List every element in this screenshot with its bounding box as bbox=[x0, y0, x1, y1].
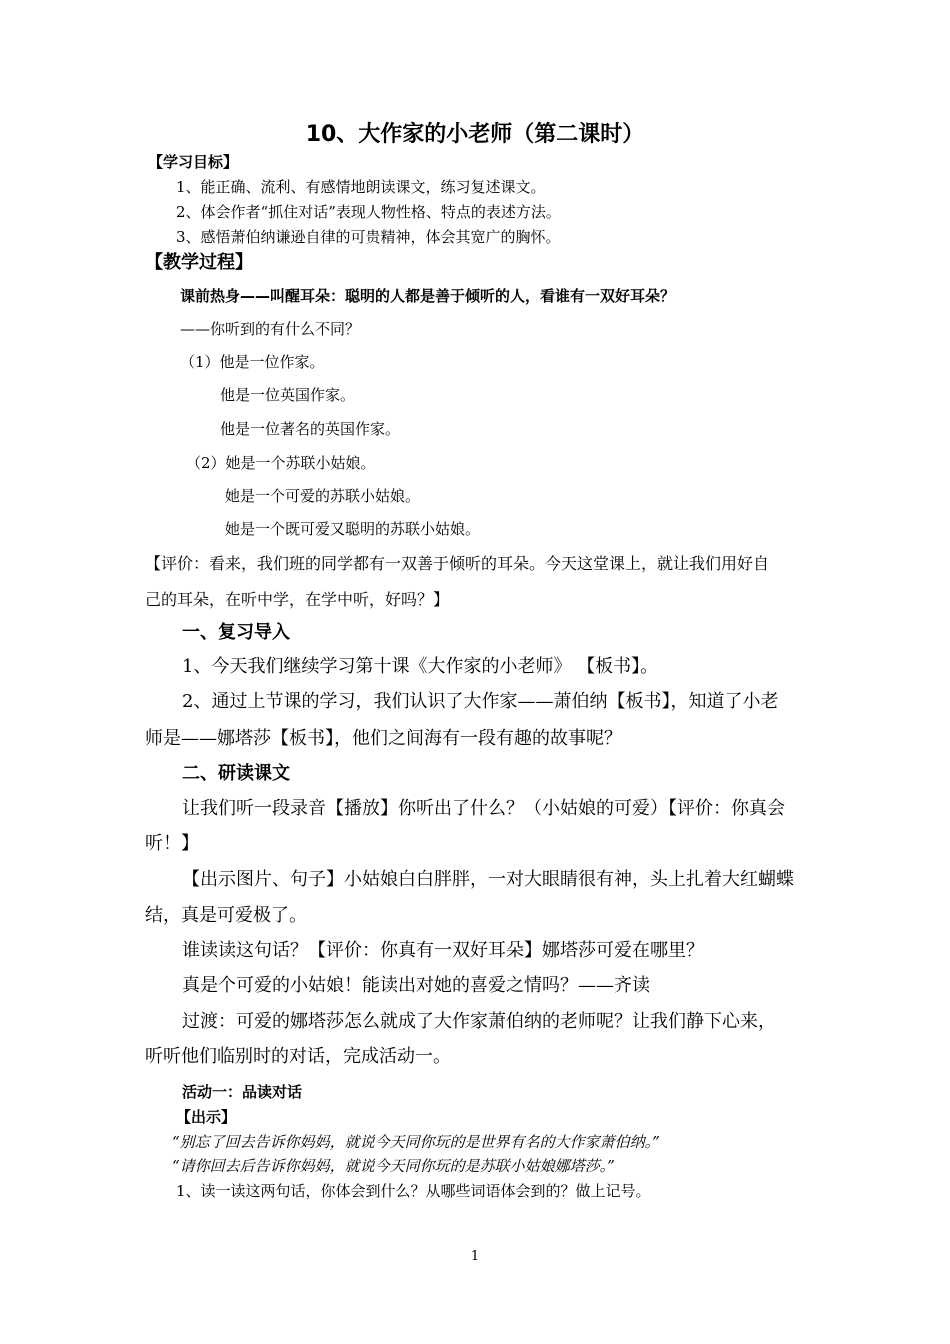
warmup-line: 课前热身——叫醒耳朵：聪明的人都是善于倾听的人，看谁有一双好耳朵？ bbox=[180, 287, 676, 305]
section-2-heading: 二、研读课文 bbox=[182, 763, 290, 784]
activity-1-heading: 活动一：品读对话 bbox=[182, 1083, 303, 1101]
goal-item-1: 1、能正确、流利、有感情地朗读课文，练习复述课文。 bbox=[176, 178, 546, 196]
section-2-p2-line-1: 【出示图片、句子】小姑娘白白胖胖，一对大眼睛很有神，头上扎着大红蝴蝶 bbox=[182, 869, 794, 890]
example-1-line-2: 他是一位英国作家。 bbox=[220, 386, 356, 404]
goals-heading: 【学习目标】 bbox=[148, 153, 239, 171]
quote-2: “请你回去后告诉你妈妈，就说今天同你玩的是苏联小姑娘娜塔莎。” bbox=[172, 1157, 615, 1175]
section-2-p5-line-1: 过渡：可爱的娜塔莎怎么就成了大作家萧伯纳的老师呢？让我们静下心来， bbox=[182, 1011, 776, 1032]
example-1-line-1: （1）他是一位作家。 bbox=[180, 353, 325, 371]
quote-1: “别忘了回去告诉你妈妈，就说今天同你玩的是世界有名的大作家萧伯纳。” bbox=[172, 1133, 660, 1151]
example-2-line-3: 她是一个既可爱又聪明的苏联小姑娘。 bbox=[225, 520, 481, 538]
page-number: 1 bbox=[470, 1249, 480, 1264]
section-1-p1: 1、今天我们继续学习第十课《大作家的小老师》 【板书】。 bbox=[182, 656, 659, 677]
section-1-p2-line-1: 2、通过上节课的学习，我们认识了大作家——萧伯纳【板书】，知道了小老 bbox=[182, 691, 779, 712]
process-heading: 【教学过程】 bbox=[145, 252, 253, 273]
section-2-p5-line-2: 听听他们临别时的对话，完成活动一。 bbox=[145, 1046, 451, 1067]
section-1-p2-line-2: 师是——娜塔莎【板书】，他们之间海有一段有趣的故事呢？ bbox=[145, 728, 622, 749]
section-2-p4: 真是个可爱的小姑娘！能读出对她的喜爱之情吗？——齐读 bbox=[182, 975, 650, 996]
question-line: ——你听到的有什么不同？ bbox=[180, 320, 361, 338]
comment-line-1: 【评价：看来，我们班的同学都有一双善于倾听的耳朵。今天这堂课上，就让我们用好自 bbox=[145, 554, 770, 573]
section-2-p1-line-2: 听！】 bbox=[145, 833, 199, 854]
example-2-line-2: 她是一个可爱的苏联小姑娘。 bbox=[225, 487, 421, 505]
section-2-p2-line-2: 结，真是可爱极了。 bbox=[145, 905, 307, 926]
activity-1-show-label: 【出示】 bbox=[176, 1108, 237, 1126]
section-2-p3: 谁读读这句话？【评价：你真有一双好耳朵】娜塔莎可爱在哪里？ bbox=[182, 940, 704, 961]
section-2-p1-line-1: 让我们听一段录音【播放】你听出了什么？（小姑娘的可爱）【评价：你真会 bbox=[182, 798, 785, 819]
page-title: 10、大作家的小老师（第二课时） bbox=[305, 122, 645, 147]
example-1-line-3: 他是一位著名的英国作家。 bbox=[220, 420, 401, 438]
section-1-heading: 一、复习导入 bbox=[182, 622, 290, 643]
comment-line-2: 己的耳朵，在听中学，在学中听，好吗？】 bbox=[145, 590, 450, 609]
example-2-line-1: （2）她是一个苏联小姑娘。 bbox=[186, 454, 376, 472]
goal-item-3: 3、感悟萧伯纳谦逊自律的可贵精神，体会其宽广的胸怀。 bbox=[176, 228, 561, 246]
goal-item-2: 2、体会作者“抓住对话”表现人物性格、特点的表述方法。 bbox=[176, 203, 561, 221]
activity-1-task: 1、读一读这两句话，你体会到什么？从哪些词语体会到的？做上记号。 bbox=[176, 1182, 651, 1200]
